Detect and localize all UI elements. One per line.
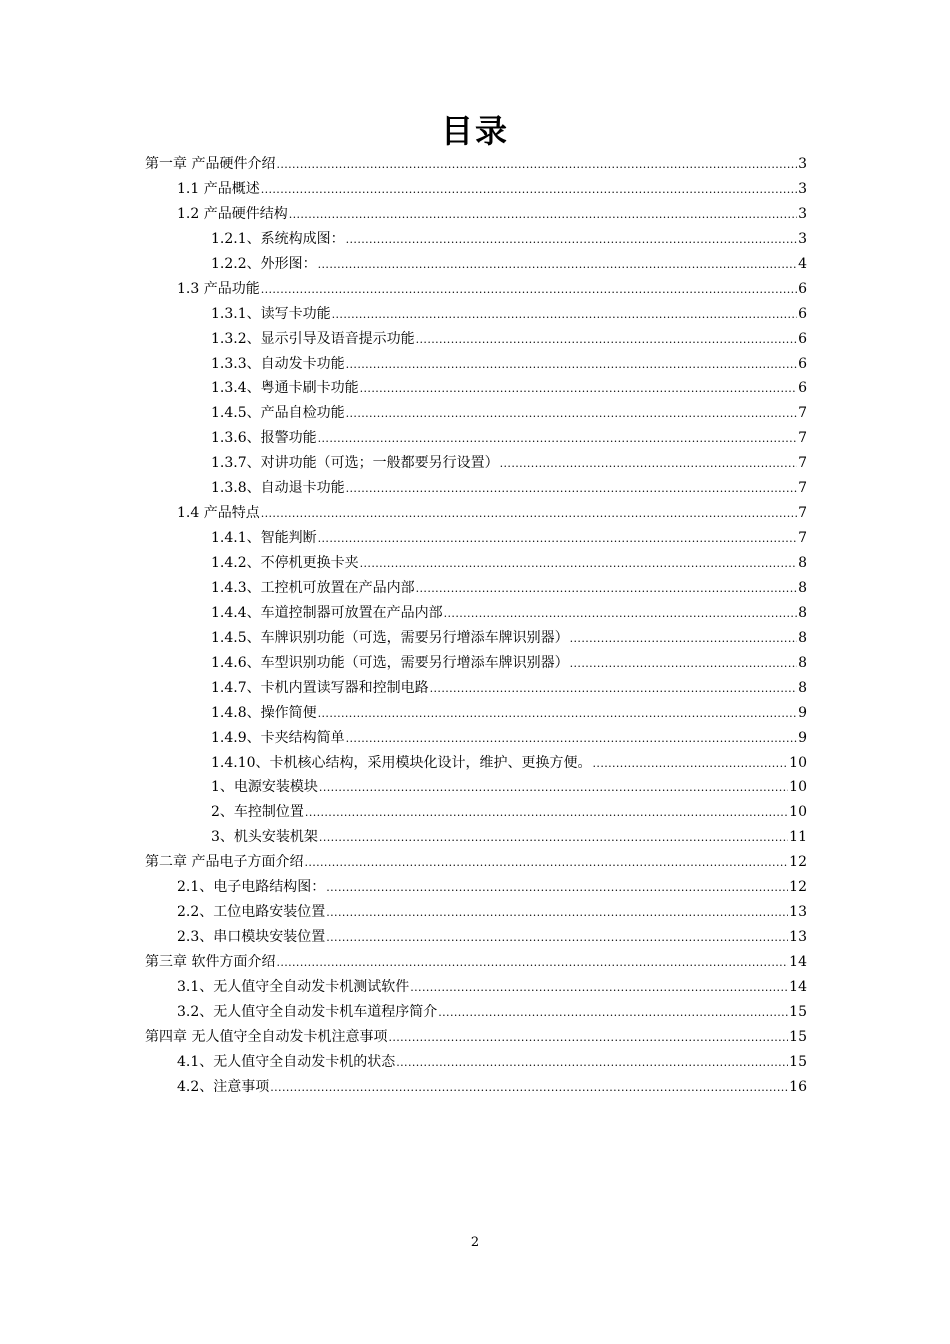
toc-entry-label: 3.2、无人值守全自动发卡机车道程序简介	[177, 1003, 438, 1020]
toc-entry[interactable]	[145, 252, 807, 277]
toc-entry-page: 14	[789, 978, 807, 995]
toc-entry-label: 第四章 无人值守全自动发卡机注意事项	[145, 1028, 388, 1045]
toc-dot-leader	[261, 178, 797, 203]
toc-entry[interactable]	[145, 775, 807, 800]
toc-entry-label: 1.3.2、显示引导及语音提示功能	[211, 330, 415, 347]
toc-dot-leader	[326, 876, 788, 901]
toc-entry-label: 1.4.3、工控机可放置在产品内部	[211, 579, 415, 596]
toc-entry-label: 2.3、串口模块安装位置	[177, 929, 326, 946]
toc-entry-label: 第二章 产品电子方面介绍	[145, 854, 304, 871]
toc-entry[interactable]	[145, 327, 807, 352]
toc-dot-leader	[276, 951, 788, 976]
toc-entry-page: 15	[789, 1053, 807, 1070]
toc-entry[interactable]	[145, 376, 807, 401]
toc-entry-page: 6	[798, 280, 807, 297]
toc-entry-label: 1.4.9、卡夹结构简单	[211, 729, 345, 746]
toc-entry-label: 1.1 产品概述	[177, 180, 260, 197]
toc-dot-leader	[438, 1001, 788, 1026]
toc-dot-leader	[261, 502, 797, 527]
toc-entry[interactable]	[145, 925, 807, 950]
toc-entry[interactable]	[145, 476, 807, 501]
toc-entry-page: 14	[789, 954, 807, 970]
toc-entry[interactable]	[145, 601, 807, 626]
toc-dot-leader	[332, 303, 797, 328]
toc-entry[interactable]	[145, 751, 807, 776]
toc-dot-leader	[318, 702, 797, 727]
toc-entry-label: 1.2 产品硬件结构	[177, 205, 288, 222]
toc-entry-label: 2.2、工位电路安装位置	[177, 904, 326, 921]
toc-entry[interactable]	[145, 401, 807, 426]
toc-dot-leader	[360, 552, 797, 577]
toc-entry-page: 12	[789, 854, 807, 871]
toc-entry-label: 1.2.2、外形图：	[211, 255, 317, 272]
toc-entry-label: 1.3.3、自动发卡功能	[211, 355, 345, 372]
toc-entry-page: 8	[798, 629, 807, 646]
toc-entry-page: 13	[789, 904, 807, 921]
toc-entry[interactable]	[145, 950, 807, 975]
toc-dot-leader	[346, 353, 797, 378]
toc-entry[interactable]	[145, 825, 807, 850]
toc-entry[interactable]	[145, 800, 807, 825]
toc-entry-page: 15	[789, 1028, 807, 1045]
toc-entry[interactable]	[145, 875, 807, 900]
toc-entry-label: 2.1、电子电路结构图：	[177, 879, 326, 896]
toc-dot-leader	[416, 328, 797, 353]
toc-entry-page: 7	[798, 430, 807, 447]
toc-dot-leader	[346, 727, 797, 752]
toc-entry-label: 1.4.5、产品自检功能	[211, 405, 345, 422]
toc-dot-leader	[500, 452, 797, 477]
toc-entry-page: 8	[798, 555, 807, 571]
toc-dot-leader	[430, 677, 797, 702]
toc-dot-leader	[289, 203, 797, 228]
toc-dot-leader	[319, 776, 788, 801]
toc-entry-page: 6	[798, 380, 807, 397]
toc-entry-page: 3	[798, 180, 807, 197]
toc-entry[interactable]	[145, 551, 807, 576]
page-number: 2	[470, 1235, 480, 1250]
toc-entry-label: 1、电源安装模块	[211, 779, 318, 796]
toc-dot-leader	[346, 402, 797, 427]
toc-dot-leader	[276, 153, 797, 178]
toc-dot-leader	[410, 976, 788, 1001]
toc-dot-leader	[346, 477, 797, 502]
toc-entry-page: 4	[798, 255, 807, 272]
toc-entry-label: 1.4.6、车型识别功能（可选，需要另行增添车牌识别器）	[211, 654, 569, 671]
toc-entry-page: 6	[798, 330, 807, 347]
toc-entry-page: 9	[798, 729, 807, 746]
toc-entry[interactable]	[145, 676, 807, 701]
toc-entry[interactable]	[145, 526, 807, 551]
toc-entry[interactable]	[145, 202, 807, 227]
toc-entry-label: 1.3.8、自动退卡功能	[211, 480, 345, 497]
toc-entry[interactable]	[145, 451, 807, 476]
toc-dot-leader	[326, 901, 788, 926]
toc-dot-leader	[346, 228, 797, 253]
toc-entry-page: 7	[798, 405, 807, 422]
toc-dot-leader	[326, 926, 788, 951]
toc-entry-page: 8	[798, 679, 807, 696]
toc-entry[interactable]	[145, 177, 807, 202]
toc-dot-leader	[416, 577, 797, 602]
toc-dot-leader	[388, 1026, 788, 1051]
toc-dot-leader	[396, 1051, 788, 1076]
toc-entry-label: 第三章 软件方面介绍	[145, 954, 276, 970]
toc-entry-page: 3	[798, 205, 807, 222]
toc-entry-label: 第一章 产品硬件介绍	[145, 156, 276, 172]
toc-entry-page: 13	[789, 929, 807, 946]
toc-entry[interactable]	[145, 726, 807, 751]
toc-entry-label: 1.4 产品特点	[177, 505, 260, 522]
toc-dot-leader	[319, 826, 788, 851]
toc-entry-page: 11	[789, 829, 807, 846]
toc-entry-page: 7	[798, 480, 807, 497]
toc-entry-label: 4.1、无人值守全自动发卡机的状态	[177, 1053, 396, 1070]
toc-entry-page: 12	[789, 879, 807, 896]
toc-dot-leader	[305, 801, 788, 826]
toc-entry[interactable]	[145, 1050, 807, 1075]
toc-entry[interactable]	[145, 352, 807, 377]
toc-entry[interactable]	[145, 701, 807, 726]
toc-entry-label: 1.2.1、系统构成图：	[211, 230, 345, 247]
toc-entry-label: 3.1、无人值守全自动发卡机测试软件	[177, 978, 410, 995]
toc-entry-label: 1.3.1、读写卡功能	[211, 305, 331, 322]
toc-dot-leader	[270, 1076, 788, 1101]
toc-dot-leader	[261, 278, 797, 303]
toc-entry-label: 1.4.10、卡机核心结构，采用模块化设计，维护、更换方便。	[211, 754, 592, 771]
toc-entry[interactable]	[145, 1000, 807, 1025]
toc-entry-label: 1.4.5、车牌识别功能（可选，需要另行增添车牌识别器）	[211, 629, 569, 646]
toc-entry[interactable]	[145, 975, 807, 1000]
toc-dot-leader	[570, 652, 797, 677]
toc-entry[interactable]	[145, 850, 807, 875]
toc-dot-leader	[593, 752, 789, 777]
page-title: 目录	[440, 112, 509, 151]
toc-dot-leader	[570, 627, 797, 652]
toc-entry-page: 7	[798, 530, 807, 547]
toc-entry-page: 10	[789, 804, 807, 821]
toc-entry-page: 7	[798, 455, 807, 472]
toc-entry-page: 8	[798, 579, 807, 596]
toc-entry-label: 1.4.1、智能判断	[211, 530, 317, 547]
toc-entry-label: 4.2、注意事项	[177, 1078, 270, 1095]
toc-entry-page: 10	[789, 754, 807, 771]
toc-entry-page: 9	[798, 704, 807, 721]
toc-entry-page: 16	[789, 1078, 807, 1095]
toc-entry-label: 1.4.8、操作简便	[211, 704, 317, 721]
toc-entry-page: 3	[798, 230, 807, 247]
toc-dot-leader	[360, 377, 797, 402]
toc-dot-leader	[444, 602, 797, 627]
toc-entry[interactable]	[145, 1075, 807, 1100]
toc-entry-label: 1.3 产品功能	[177, 280, 260, 297]
toc-entry[interactable]	[145, 900, 807, 925]
toc-entry-page: 8	[798, 654, 807, 671]
toc-entry[interactable]	[145, 626, 807, 651]
toc-entry-label: 1.4.4、车道控制器可放置在产品内部	[211, 604, 443, 621]
toc-entry-page: 7	[798, 505, 807, 522]
toc-entry[interactable]	[145, 152, 807, 177]
toc-entry[interactable]	[145, 302, 807, 327]
toc-entry[interactable]	[145, 1025, 807, 1050]
toc-entry[interactable]	[145, 651, 807, 676]
table-of-contents	[145, 152, 807, 1100]
toc-entry-page: 8	[798, 604, 807, 621]
toc-entry-label: 1.4.7、卡机内置读写器和控制电路	[211, 679, 429, 696]
toc-entry-page: 15	[789, 1003, 807, 1020]
toc-entry-label: 3、机头安装机架	[211, 829, 318, 846]
toc-entry-page: 6	[798, 355, 807, 372]
toc-entry[interactable]	[145, 501, 807, 526]
toc-entry-label: 1.3.6、报警功能	[211, 430, 317, 447]
toc-entry-page: 3	[798, 156, 807, 172]
toc-entry-label: 1.3.4、粤通卡刷卡功能	[211, 380, 359, 397]
toc-entry[interactable]	[145, 227, 807, 252]
toc-entry[interactable]	[145, 576, 807, 601]
toc-entry-page: 10	[789, 779, 807, 796]
toc-dot-leader	[304, 851, 788, 876]
toc-dot-leader	[318, 527, 797, 552]
toc-entry-label: 2、车控制位置	[211, 804, 304, 821]
toc-entry-page: 6	[798, 305, 807, 322]
toc-entry[interactable]	[145, 426, 807, 451]
toc-entry[interactable]	[145, 277, 807, 302]
toc-entry-label: 1.3.7、对讲功能（可选；一般都要另行设置）	[211, 455, 499, 472]
toc-entry-label: 1.4.2、不停机更换卡夹	[211, 555, 359, 571]
toc-dot-leader	[318, 253, 797, 278]
toc-dot-leader	[318, 427, 797, 452]
